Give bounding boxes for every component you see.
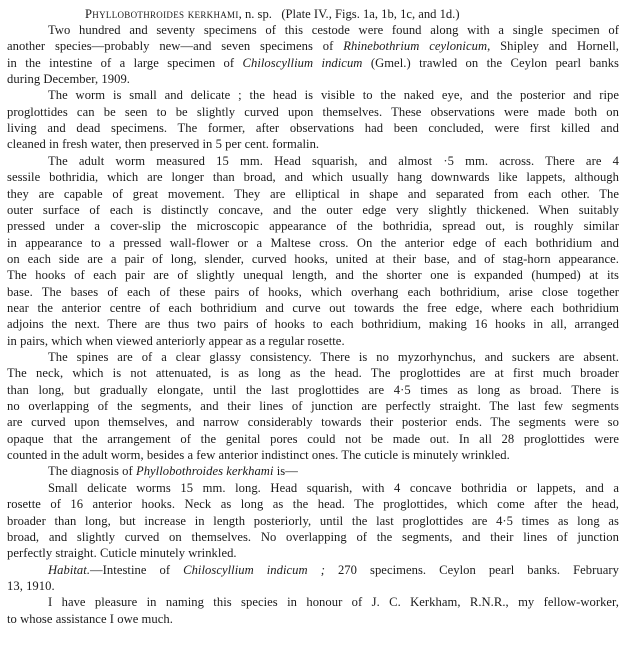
text-run: to whose assistance I owe much.	[7, 611, 173, 626]
text-line	[7, 267, 619, 283]
text-run: The hooks of each pair are of slightly unequal length, and the shorter one is expanded (humped) at its	[7, 268, 619, 283]
text-line	[7, 578, 619, 594]
text-run: in appearance to a pressed wall-flower or a Maltese cross. On the anterior edge of each bothridium and	[7, 235, 619, 250]
text-run: cleaned in fresh water, then preserved in 5 per cent. formalin.	[7, 137, 320, 152]
text-line	[7, 202, 619, 218]
text-run: adjoins the next. There are thus two pairs of hooks to each bothridium, making 16 hooks in all, arranged	[7, 317, 619, 332]
text-run: than long, but gradually elongate, until the last proglottides are 4·5 times as long as broad. There is	[7, 382, 619, 397]
text-run: rosette of 16 anterior hooks. Neck as long as the head. The proglottides, which come after the head,	[7, 497, 619, 512]
text-run: proglottides can be seen to be slightly curved upon themselves. These observations were made both on	[7, 104, 619, 119]
text-run: The adult worm measured 15 mm. Head squarish, and almost ·5 mm. across. There are 4	[48, 153, 619, 168]
text-line	[7, 365, 619, 381]
text-line	[7, 349, 619, 365]
species-suffix: , n. sp.	[238, 7, 272, 21]
text-run: outer surface of each is distinctly concave, and the outer edge very slightly thickened. When suitably	[7, 202, 619, 217]
text-run: they are capable of great movement. They are elliptical in shape and separated from each other. The	[7, 186, 619, 201]
text-line	[7, 480, 619, 496]
text-run: —Intestine of	[90, 562, 184, 577]
text-run: on each side are a pair of long, slender, curved hooks, united at their base, and of stag-horn appearance.	[7, 251, 619, 266]
text-run: (Gmel.) trawled on the Ceylon pearl banks	[362, 55, 619, 70]
text-line	[7, 300, 619, 316]
text-line	[7, 251, 619, 267]
text-line	[7, 169, 619, 185]
text-run: is—	[273, 464, 298, 479]
text-run: no overlapping of the segments, and their lines of junction are perfectly straight. The last few segments	[7, 399, 619, 414]
text-run: near the anterior centre of each bothridium and curve out towards the free edge, where each bothridium	[7, 300, 619, 315]
text-line	[7, 414, 619, 430]
text-line	[7, 38, 619, 54]
text-line	[7, 55, 619, 71]
text-line	[7, 447, 619, 463]
text-run: pressed under a cover-slip the microscopic appearance of the bothridia, spread out, is roughly similar	[7, 219, 619, 234]
text-line	[7, 496, 619, 512]
text-run: I have pleasure in naming this species in honour of J. C. Kerkham, R.N.R., my fellow-worker,	[48, 595, 619, 610]
text-run: living and dead specimens. The former, after observations had been concluded, were first killed and	[7, 121, 619, 136]
text-run: Two hundred and seventy specimens of this cestode were found along with a single specimen of	[48, 23, 619, 37]
text-line	[7, 120, 619, 136]
text-run: base. The bases of each of these pairs of hooks, which overhang each bothridium, arise close together	[7, 284, 619, 299]
section-heading	[85, 6, 460, 22]
text-line	[7, 186, 619, 202]
text-line	[7, 594, 619, 610]
italic-term: Chiloscyllium indicum	[242, 55, 363, 70]
text-line	[7, 513, 619, 529]
text-run: broad, and slightly curved on themselves. No overlapping of the segments, and their lines of junction	[7, 529, 619, 544]
text-run: perfectly straight. Cuticle minutely wrinkled.	[7, 546, 237, 561]
text-line	[7, 431, 619, 447]
text-run: in the intestine of a large specimen of	[7, 55, 243, 70]
text-run: sessile bothridia, which are longer than broad, and which usually hang downwards like lappets, although	[7, 170, 619, 185]
text-line	[7, 87, 619, 103]
text-run: , Shipley and Hornell,	[487, 39, 619, 54]
text-line	[7, 22, 619, 38]
text-run: The spines are of a clear glassy consistency. There is no myzorhynchus, and suckers are absent.	[48, 350, 619, 364]
text-run: are curved upon themselves, and narrow considerably towards their posterior ends. The segments were so	[7, 415, 619, 430]
plate-reference: (Plate IV., Figs. 1a, 1b, 1c, and 1d.)	[281, 7, 460, 21]
text-run: The diagnosis of	[48, 464, 136, 479]
text-line	[7, 284, 619, 300]
text-run: another species—probably new—and seven specimens of	[7, 39, 344, 54]
text-line	[7, 398, 619, 414]
text-run: The worm is small and delicate ; the head is visible to the naked eye, and the posterior and ripe	[48, 88, 619, 103]
italic-term: Rhinebothrium ceylonicum	[343, 39, 488, 54]
text-line	[7, 218, 619, 234]
text-line	[7, 316, 619, 332]
text-line	[7, 136, 619, 152]
italic-term: Phyllobothroides kerkhami	[135, 464, 274, 479]
species-name: Phyllobothroides kerkhami	[85, 7, 239, 21]
text-run: opaque that the arrangement of the genital pores could not be made out. In all 28 proglottides were	[7, 431, 619, 446]
text-line	[7, 235, 619, 251]
text-line	[7, 611, 619, 627]
text-line	[7, 463, 619, 479]
text-line	[7, 333, 619, 349]
text-line	[7, 104, 619, 120]
text-run: during December, 1909.	[7, 72, 130, 87]
text-line	[7, 71, 619, 87]
italic-term: Habitat.	[48, 562, 91, 577]
text-line	[7, 382, 619, 398]
text-line	[7, 545, 619, 561]
text-run: The neck, which is not attenuated, is as long as the head. The proglottides are at first much broader	[7, 366, 619, 381]
text-run: 13, 1910.	[7, 578, 55, 593]
italic-term: Chiloscyllium indicum ;	[183, 562, 325, 577]
text-run: counted in the adult worm, besides a few anterior indistinct ones. The cuticle is minutely wrinkled.	[7, 448, 510, 463]
text-line	[7, 529, 619, 545]
text-run: in pairs, which when viewed anteriorly appear as a regular rosette.	[7, 333, 345, 348]
text-run: 270 specimens. Ceylon pearl banks. February	[324, 562, 619, 577]
text-run: broader than long, but increase in length posteriorly, until the last proglottides are 4·5 times as long as	[7, 513, 619, 528]
text-line	[7, 153, 619, 169]
text-run: Small delicate worms 15 mm. long. Head squarish, with 4 concave bothridia or lappets, and a	[48, 480, 619, 495]
text-line	[7, 562, 619, 578]
